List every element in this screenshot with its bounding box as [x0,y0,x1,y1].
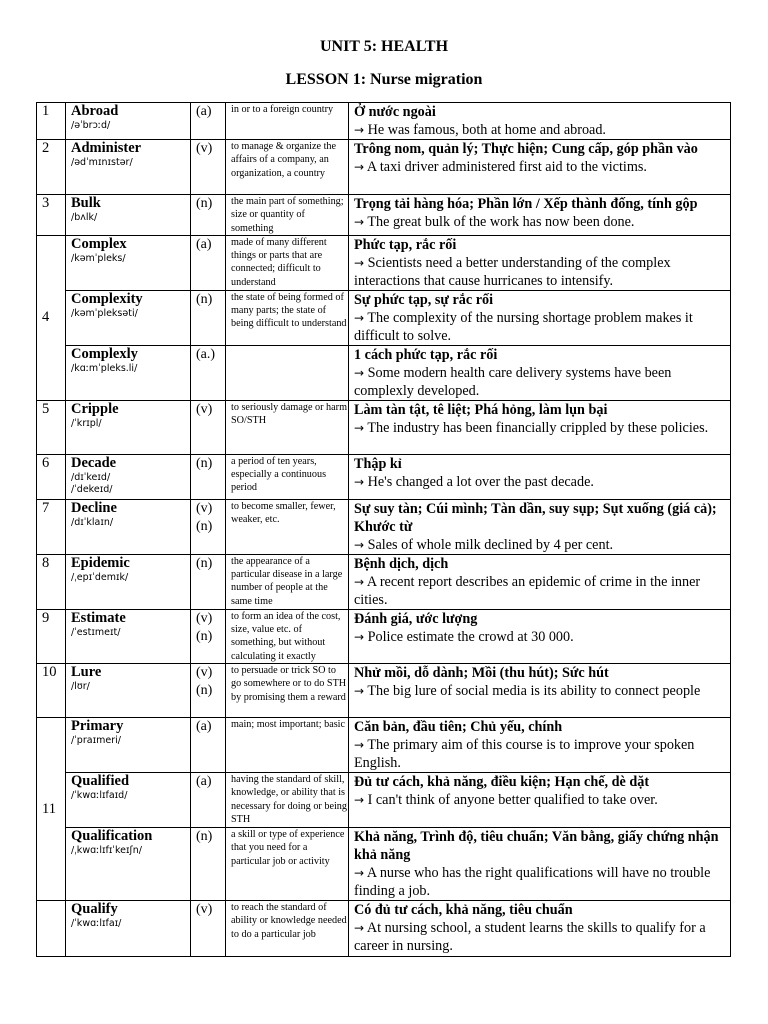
example-text: The industry has been financially crippled by these policies. [367,419,709,436]
vocab-word: Qualify [71,901,118,918]
example-text: Sales of whole milk declined by 4 per cent. [367,536,614,553]
vocab-word: Decade [71,454,117,471]
pronunciation: /ˈdekeɪd/ [71,483,113,495]
arrow-icon: → [354,215,365,229]
pronunciation: /ˈestɪmeɪt/ [71,626,121,638]
example-text: He's changed a lot over the past decade. [367,473,594,490]
row-number: 6 [37,454,66,499]
part-of-speech [191,609,226,663]
pronunciation: /kɑːmˈpleks.li/ [71,362,138,374]
word-cell [66,400,191,454]
english-definition: the appearance of a particular disease in a large number of people at the same time [226,554,349,609]
row-number: 4 [37,235,66,400]
part-of-speech [191,718,226,773]
word-cell [66,718,191,773]
word-cell [66,195,191,236]
pos-label: (v) [196,902,213,918]
row-number: 7 [37,499,66,554]
arrow-icon: → [354,310,365,325]
pos-label: (a) [196,236,212,252]
english-definition: to manage & organize the affairs of a company, an organization, a country [226,140,349,195]
part-of-speech [191,664,226,718]
vietnamese-meaning: Trông nom, quản lý; Thực hiện; Cung cấp, góp phần vào [354,141,698,157]
table-row [37,140,731,195]
part-of-speech [191,290,226,345]
pronunciation: /ˌkwɑːlɪfɪˈkeɪʃn/ [71,845,142,857]
example-sentence [354,254,730,290]
arrow-icon: → [354,738,365,753]
meaning-cell [349,554,731,609]
vocab-word: Complex [71,235,127,252]
word-cell [66,140,191,195]
table-row [37,773,731,828]
pos-label: (n) [196,291,213,307]
english-definition: to become smaller, fewer, weaker, etc. [226,499,349,554]
pos-label: (n) [196,683,213,699]
part-of-speech [191,454,226,499]
word-cell [66,554,191,609]
lesson-title: LESSON 1: Nurse migration [285,71,483,88]
table-row [37,664,731,718]
row-number: 8 [37,554,66,609]
pronunciation: /dɪˈkeɪd/ [71,471,111,483]
arrow-icon: → [354,921,365,936]
meaning-cell [349,103,731,140]
example-sentence [354,736,730,772]
english-definition: main; most important; basic [226,718,349,773]
part-of-speech [191,345,226,400]
pronunciation: /ədˈmɪnɪstər/ [71,157,133,168]
word-cell [66,664,191,718]
pronunciation: /ˈkwɑːlɪfaɪ/ [71,918,122,930]
word-cell [66,345,191,400]
pronunciation: /ˌepɪˈdemɪk/ [71,571,129,583]
vietnamese-meaning: Nhử mồi, dỗ dành; Mồi (thu hút); Sức hút [354,665,609,682]
arrow-icon: → [354,574,365,589]
vietnamese-meaning: Thập kỉ [354,455,402,472]
english-definition: a skill or type of experience that you need for a particular job or activity [226,828,349,901]
part-of-speech [191,554,226,609]
meaning-cell [349,454,731,499]
word-cell [66,828,191,901]
example-sentence [354,473,730,491]
example-text: A nurse who has the right qualifications will have no trouble finding a job. [354,865,711,900]
vocab-word: Administer [71,140,142,156]
row-number: 1 [37,103,66,140]
part-of-speech [191,195,226,236]
pos-label: (n) [196,555,213,571]
arrow-icon: → [354,160,365,174]
table-row [37,103,731,140]
pos-label: (v) [196,500,213,516]
pos-label: (n) [196,455,213,471]
english-definition [226,345,349,400]
vocab-word: Epidemic [71,554,130,571]
part-of-speech [191,828,226,901]
english-definition: to form an idea of the cost, size, value etc. of something, but without calculating it exactly [226,609,349,663]
vocab-word: Complexly [71,345,138,362]
example-text: He was famous, both at home and abroad. [367,122,606,138]
vocab-word: Qualification [71,828,153,845]
vietnamese-meaning: Sự phức tạp, sự rắc rối [354,291,494,308]
arrow-icon: → [354,255,365,270]
unit-title: UNIT 5: HEALTH [319,38,449,55]
pos-label: (a) [196,104,212,119]
pronunciation: /dɪˈklaɪn/ [71,516,114,528]
meaning-cell [349,901,731,957]
arrow-icon: → [354,123,365,137]
arrow-icon: → [354,474,365,489]
meaning-cell [349,140,731,195]
vocab-word: Qualified [71,773,130,790]
vocab-word: Bulk [71,195,101,211]
vocab-word: Complexity [71,290,143,307]
table-row [37,195,731,236]
example-text: A recent report describes an epidemic of crime in the inner cities. [354,573,701,608]
example-text: The great bulk of the work has now been done. [367,214,635,230]
arrow-icon: → [354,684,365,699]
vietnamese-meaning: Làm tàn tật, tê liệt; Phá hỏng, làm lụn bại [354,401,608,418]
example-sentence [354,213,730,231]
table-row [37,235,731,290]
pronunciation: /əˈbrɔːd/ [71,120,111,131]
part-of-speech [191,235,226,290]
example-sentence [354,309,730,345]
vietnamese-meaning: Trọng tải hàng hóa; Phần lớn / Xếp thành đống, tính gộp [354,196,698,212]
example-sentence [354,919,730,955]
row-number: 2 [37,140,66,195]
pronunciation: /ˈkwɑːlɪfaɪd/ [71,790,128,802]
english-definition: a period of ten years, especially a continuous period [226,454,349,499]
meaning-cell [349,828,731,901]
english-definition: having the standard of skill, knowledge, or ability that is necessary for doing or being STH [226,773,349,828]
row-number: 10 [37,664,66,718]
example-text: Some modern health care delivery systems have been complexly developed. [354,364,672,399]
meaning-cell [349,499,731,554]
arrow-icon: → [354,365,365,380]
pronunciation: /kəmˈpleks/ [71,252,126,264]
pronunciation: /ˈpraɪmeri/ [71,735,121,747]
example-text: At nursing school, a student learns the skills to qualify for a career in nursing. [354,920,706,955]
arrow-icon: → [354,537,365,552]
vocab-word: Estimate [71,609,126,626]
row-number: 11 [37,718,66,901]
example-text: I can't think of anyone better qualified to take over. [367,792,658,809]
pos-label: (n) [196,829,213,845]
part-of-speech [191,773,226,828]
part-of-speech [191,140,226,195]
row-number: 9 [37,609,66,663]
pos-label: (n) [196,628,213,644]
vietnamese-meaning: Sự suy tàn; Cúi mình; Tàn dần, suy sụp; Sụt xuống (giá cả); Khước từ [354,500,717,535]
table-row [37,828,731,901]
example-sentence [354,121,730,139]
word-cell [66,454,191,499]
arrow-icon: → [354,420,365,435]
word-cell [66,235,191,290]
example-sentence [354,573,730,609]
arrow-icon: → [354,629,365,644]
vocab-word: Decline [71,499,117,516]
example-sentence [354,158,730,176]
example-text: A taxi driver administered first aid to the victims. [366,159,647,175]
meaning-cell [349,195,731,236]
word-cell [66,773,191,828]
word-cell [66,290,191,345]
word-cell [66,103,191,140]
pos-label: (a.) [196,346,216,362]
word-cell [66,901,191,957]
row-number [37,901,66,957]
vocab-word: Cripple [71,400,119,417]
row-number: 3 [37,195,66,236]
table-row [37,290,731,345]
part-of-speech [191,901,226,957]
example-text: The big lure of social media is its ability to connect people [367,683,701,700]
pronunciation: /ˈkrɪpl/ [71,417,102,429]
vietnamese-meaning: Đánh giá, ước lượng [354,610,478,627]
example-sentence [354,682,730,700]
pronunciation: /kəmˈpleksəti/ [71,307,138,319]
english-definition: to persuade or trick SO to go somewhere or to do STH by promising them a reward [226,664,349,718]
english-definition: in or to a foreign country [226,103,349,140]
pos-label: (v) [196,401,213,417]
vietnamese-meaning: Căn bản, đầu tiên; Chủ yếu, chính [354,719,563,736]
english-definition: to reach the standard of ability or knowledge needed to do a particular job [226,901,349,957]
word-cell [66,499,191,554]
table-row [37,609,731,663]
table-row [37,454,731,499]
example-sentence [354,536,730,554]
pronunciation: /lʊr/ [71,681,90,693]
english-definition: the state of being formed of many parts; the state of being difficult to understand [226,290,349,345]
example-text: Police estimate the crowd at 30 000. [367,628,574,645]
english-definition: to seriously damage or harm SO/STH [226,400,349,454]
table-row [37,554,731,609]
part-of-speech [191,103,226,140]
table-row [37,718,731,773]
example-text: The primary aim of this course is to improve your spoken English. [354,737,695,772]
pos-label: (n) [196,518,213,534]
english-definition: the main part of something; size or quantity of something [226,195,349,236]
example-sentence [354,628,730,646]
arrow-icon: → [354,866,365,881]
example-text: The complexity of the nursing shortage problem makes it difficult to solve. [354,309,693,344]
row-number: 5 [37,400,66,454]
table-row [37,499,731,554]
example-sentence [354,364,730,400]
example-sentence [354,419,730,437]
meaning-cell [349,718,731,773]
pos-label: (a) [196,719,212,735]
word-cell [66,609,191,663]
pos-label: (v) [196,610,213,626]
vocab-word: Primary [71,718,124,735]
pronunciation: /bʌlk/ [71,212,98,223]
meaning-cell [349,609,731,663]
vietnamese-meaning: Đủ tư cách, khả năng, điều kiện; Hạn chế, dè dặt [354,774,650,791]
part-of-speech [191,499,226,554]
vietnamese-meaning: Phức tạp, rắc rối [354,236,457,253]
meaning-cell [349,345,731,400]
meaning-cell [349,664,731,718]
vietnamese-meaning: Bệnh dịch, dịch [354,555,449,572]
vietnamese-meaning: Ở nước ngoài [354,104,436,120]
vietnamese-meaning: 1 cách phức tạp, rắc rối [354,346,498,363]
pos-label: (v) [196,665,213,681]
vocab-word: Lure [71,664,102,681]
vocab-word: Abroad [71,103,119,119]
english-definition: made of many different things or parts that are connected; difficult to understand [226,235,349,290]
example-text: Scientists need a better understanding of the complex interactions that cause hurricanes to intensify. [354,254,671,289]
meaning-cell [349,235,731,290]
example-sentence [354,864,730,900]
meaning-cell [349,290,731,345]
table-row [37,901,731,957]
vietnamese-meaning: Có đủ tư cách, khả năng, tiêu chuẩn [354,902,573,919]
vietnamese-meaning: Khả năng, Trình độ, tiêu chuẩn; Văn bằng, giấy chứng nhận khả năng [354,829,719,864]
pos-label: (a) [196,774,212,790]
meaning-cell [349,400,731,454]
pos-label: (n) [196,196,213,211]
pos-label: (v) [196,141,213,156]
vocabulary-table [36,102,731,957]
arrow-icon: → [354,793,365,808]
table-row [37,345,731,400]
table-row [37,400,731,454]
part-of-speech [191,400,226,454]
meaning-cell [349,773,731,828]
example-sentence [354,791,730,809]
